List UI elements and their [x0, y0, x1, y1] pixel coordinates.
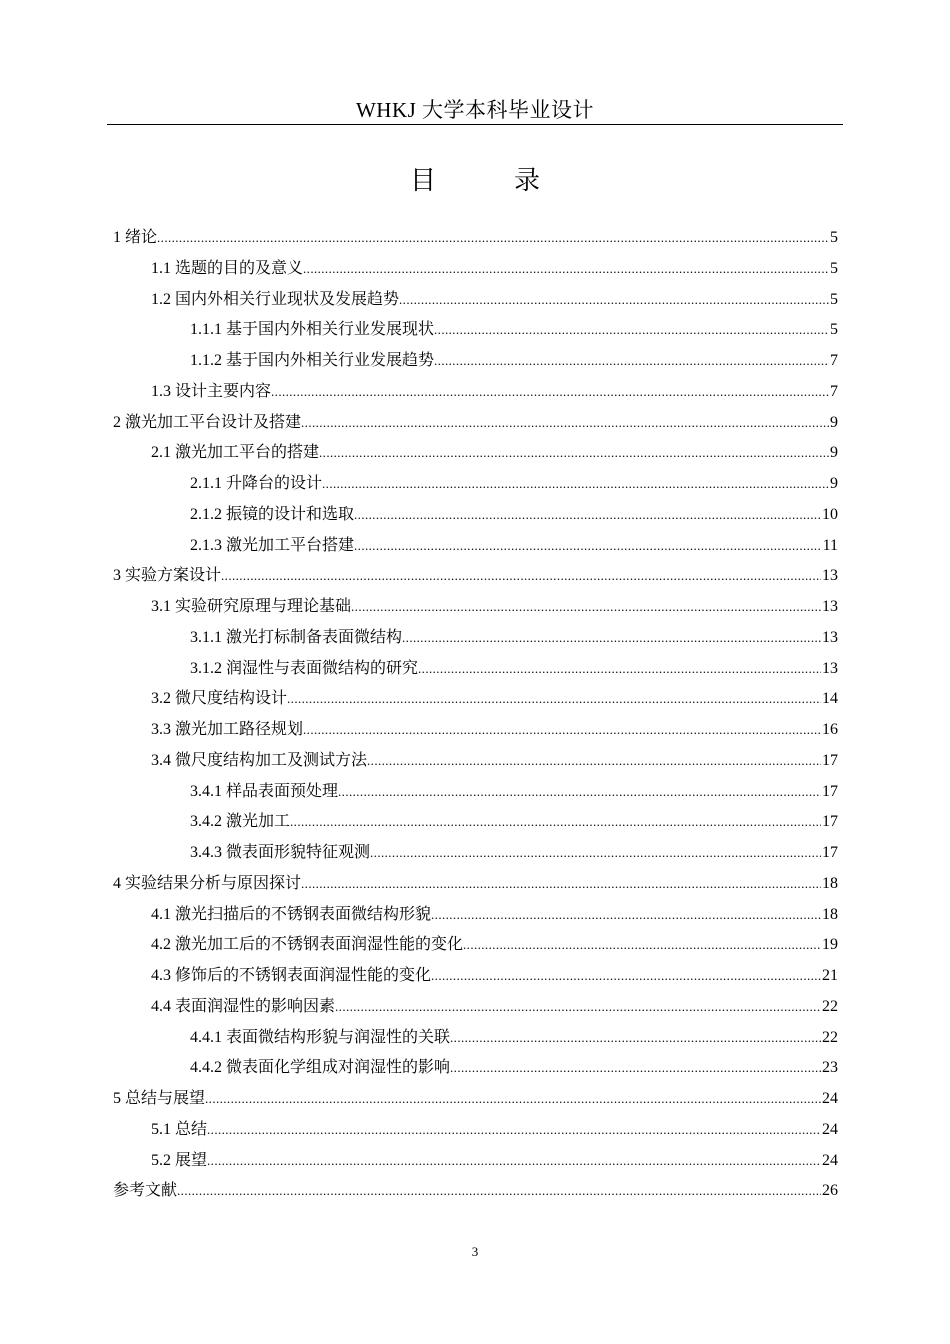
toc-entry[interactable] [113, 961, 838, 992]
toc-entry-title: 1.1 选题的目的及意义 [151, 259, 304, 277]
toc-entry-page: 17 [822, 782, 838, 800]
toc-entry-page: 13 [822, 567, 838, 585]
toc-entry-title: 参考文献 [113, 1182, 178, 1200]
dot-leader [335, 992, 821, 1023]
toc-entry-title: 4.1 激光扫描后的不锈钢表面微结构形貌 [151, 905, 432, 923]
header-divider [107, 124, 843, 125]
dot-leader [431, 961, 821, 992]
toc-entry-title: 2.1.1 升降台的设计 [190, 475, 323, 492]
toc-entry[interactable] [113, 746, 838, 777]
toc-entry-title: 3.1.2 润湿性与表面微结构的研究 [190, 659, 419, 677]
toc-entry-page: 21 [822, 967, 838, 984]
toc-entry-title: 1.1.1 基于国内外相关行业发展现状 [190, 321, 435, 339]
dot-leader [370, 838, 821, 869]
toc-entry-title: 1.1.2 基于国内外相关行业发展趋势 [190, 352, 435, 369]
toc-entry-page: 22 [822, 997, 838, 1015]
dot-leader [450, 1053, 821, 1084]
dot-leader [402, 623, 821, 654]
toc-entry-page: 19 [822, 936, 838, 954]
toc-entry[interactable] [113, 900, 838, 931]
dot-leader [207, 1115, 821, 1146]
dot-leader [205, 1084, 821, 1115]
toc-entry-page: 24 [822, 1151, 838, 1169]
toc-entry[interactable] [113, 223, 838, 254]
toc-entry-page: 5 [830, 290, 838, 308]
toc-entry-page: 18 [822, 874, 838, 892]
toc-entry[interactable] [113, 777, 838, 808]
toc-entry-title: 3.2 微尺度结构设计 [151, 690, 288, 708]
toc-entry-page: 5 [830, 321, 838, 339]
toc-entry-page: 7 [830, 352, 838, 369]
toc-entry[interactable] [113, 684, 838, 715]
toc-entry[interactable] [113, 1023, 838, 1054]
toc-entry-title: 3.1.1 激光打标制备表面微结构 [190, 628, 403, 646]
dot-leader [354, 531, 822, 562]
toc-entry[interactable] [113, 285, 838, 316]
toc-entry-title: 1 绪论 [113, 229, 158, 246]
dot-leader [319, 438, 829, 469]
dot-leader [221, 561, 821, 592]
toc-entry-page: 10 [822, 505, 838, 523]
dot-leader [301, 869, 821, 900]
toc-entry-title: 2 激光加工平台设计及搭建 [113, 413, 302, 431]
toc-entry[interactable] [113, 315, 838, 346]
dot-leader [431, 900, 821, 931]
dot-leader [354, 500, 821, 531]
toc-entry[interactable] [113, 1176, 838, 1207]
toc-entry-title: 4 实验结果分析与原因探讨 [113, 874, 302, 892]
toc-entry-title: 3.4 微尺度结构加工及测试方法 [151, 751, 368, 769]
toc-entry-title: 5.2 展望 [151, 1151, 208, 1169]
dot-leader [434, 346, 829, 377]
dot-leader [450, 1023, 821, 1054]
toc-entry-title: 3.1 实验研究原理与理论基础 [151, 598, 352, 615]
toc-entry-title: 2.1 激光加工平台的搭建 [151, 444, 320, 462]
dot-leader [399, 285, 829, 316]
toc-entry[interactable] [113, 1115, 838, 1146]
toc-entry[interactable] [113, 469, 838, 500]
dot-leader [303, 254, 829, 285]
toc-entry-page: 24 [822, 1120, 838, 1138]
toc-entry[interactable] [113, 1146, 838, 1177]
toc-entry-page: 9 [830, 475, 838, 492]
dot-leader [271, 377, 829, 408]
toc-entry-page: 22 [822, 1028, 838, 1046]
page-header-title: WHKJ 大学本科毕业设计 [355, 98, 595, 122]
dot-leader [301, 408, 829, 439]
toc-entry-title: 3.4.1 样品表面预处理 [190, 782, 339, 800]
toc-entry[interactable] [113, 838, 838, 869]
toc-entry-page: 13 [822, 628, 838, 646]
toc-entry[interactable] [113, 807, 838, 838]
toc-entry-page: 5 [830, 259, 838, 277]
dot-leader [338, 777, 821, 808]
toc-entry-page: 16 [822, 721, 838, 738]
toc-entry-page: 9 [830, 413, 838, 431]
toc-entry[interactable] [113, 592, 838, 623]
toc-entry-title: 3 实验方案设计 [113, 567, 222, 585]
toc-entry[interactable] [113, 1084, 838, 1115]
toc-entry[interactable] [113, 408, 838, 439]
dot-leader [177, 1176, 821, 1207]
dot-leader [303, 715, 821, 746]
dot-leader [207, 1146, 821, 1177]
toc-entry-title: 4.4.2 微表面化学组成对润湿性的影响 [190, 1059, 451, 1077]
toc-entry[interactable] [113, 531, 838, 562]
toc-entry-title: 2.1.3 激光加工平台搭建 [190, 536, 355, 554]
dot-leader [157, 223, 829, 254]
toc-entry-page: 17 [822, 844, 838, 861]
toc-entry-page: 26 [822, 1182, 838, 1200]
page-number: 3 [471, 1244, 479, 1259]
toc-entry[interactable] [113, 715, 838, 746]
toc-entry[interactable] [113, 930, 838, 961]
toc-entry[interactable] [113, 992, 838, 1023]
toc-entry-page: 13 [822, 598, 838, 615]
table-of-contents [113, 223, 838, 1207]
toc-entry-page: 18 [822, 905, 838, 923]
toc-entry-page: 23 [822, 1059, 838, 1077]
dot-leader [463, 930, 821, 961]
toc-entry-page: 5 [830, 229, 838, 246]
toc-entry-page: 13 [822, 659, 838, 677]
dot-leader [367, 746, 821, 777]
dot-leader [287, 684, 821, 715]
toc-entry[interactable] [113, 654, 838, 685]
toc-entry-page: 11 [822, 536, 838, 554]
toc-entry-title: 3.4.3 微表面形貌特征观测 [190, 844, 371, 861]
toc-entry-title: 4.2 激光加工后的不锈钢表面润湿性能的变化 [151, 936, 464, 954]
toc-entry[interactable] [113, 500, 838, 531]
toc-entry-title: 2.1.2 振镜的设计和选取 [190, 505, 355, 523]
toc-entry-page: 17 [822, 751, 838, 769]
dot-leader [418, 654, 821, 685]
toc-entry[interactable] [113, 254, 838, 285]
toc-entry-page: 14 [822, 690, 838, 708]
toc-entry-page: 17 [822, 813, 838, 831]
dot-leader [351, 592, 821, 623]
toc-entry-title: 5 总结与展望 [113, 1090, 206, 1107]
toc-entry[interactable] [113, 377, 838, 408]
toc-entry-title: 4.4 表面润湿性的影响因素 [151, 997, 336, 1015]
toc-entry-title: 1.2 国内外相关行业现状及发展趋势 [151, 290, 400, 308]
toc-entry[interactable] [113, 561, 838, 592]
toc-entry-title: 5.1 总结 [151, 1120, 208, 1138]
dot-leader [322, 469, 829, 500]
toc-entry-title: 3.4.2 激光加工 [190, 813, 291, 831]
toc-entry-title: 4.4.1 表面微结构形貌与润湿性的关联 [190, 1028, 451, 1046]
toc-entry-page: 7 [830, 382, 838, 400]
toc-entry[interactable] [113, 346, 838, 377]
toc-title: 目 录 [409, 166, 566, 196]
toc-entry[interactable] [113, 623, 838, 654]
toc-entry-page: 9 [830, 444, 838, 462]
toc-entry[interactable] [113, 869, 838, 900]
toc-entry-title: 4.3 修饰后的不锈钢表面润湿性能的变化 [151, 967, 432, 984]
toc-entry[interactable] [113, 438, 838, 469]
dot-leader [290, 807, 821, 838]
toc-entry[interactable] [113, 1053, 838, 1084]
toc-entry-page: 24 [822, 1090, 838, 1107]
dot-leader [434, 315, 829, 346]
toc-entry-title: 3.3 激光加工路径规划 [151, 721, 304, 738]
toc-entry-title: 1.3 设计主要内容 [151, 382, 272, 400]
